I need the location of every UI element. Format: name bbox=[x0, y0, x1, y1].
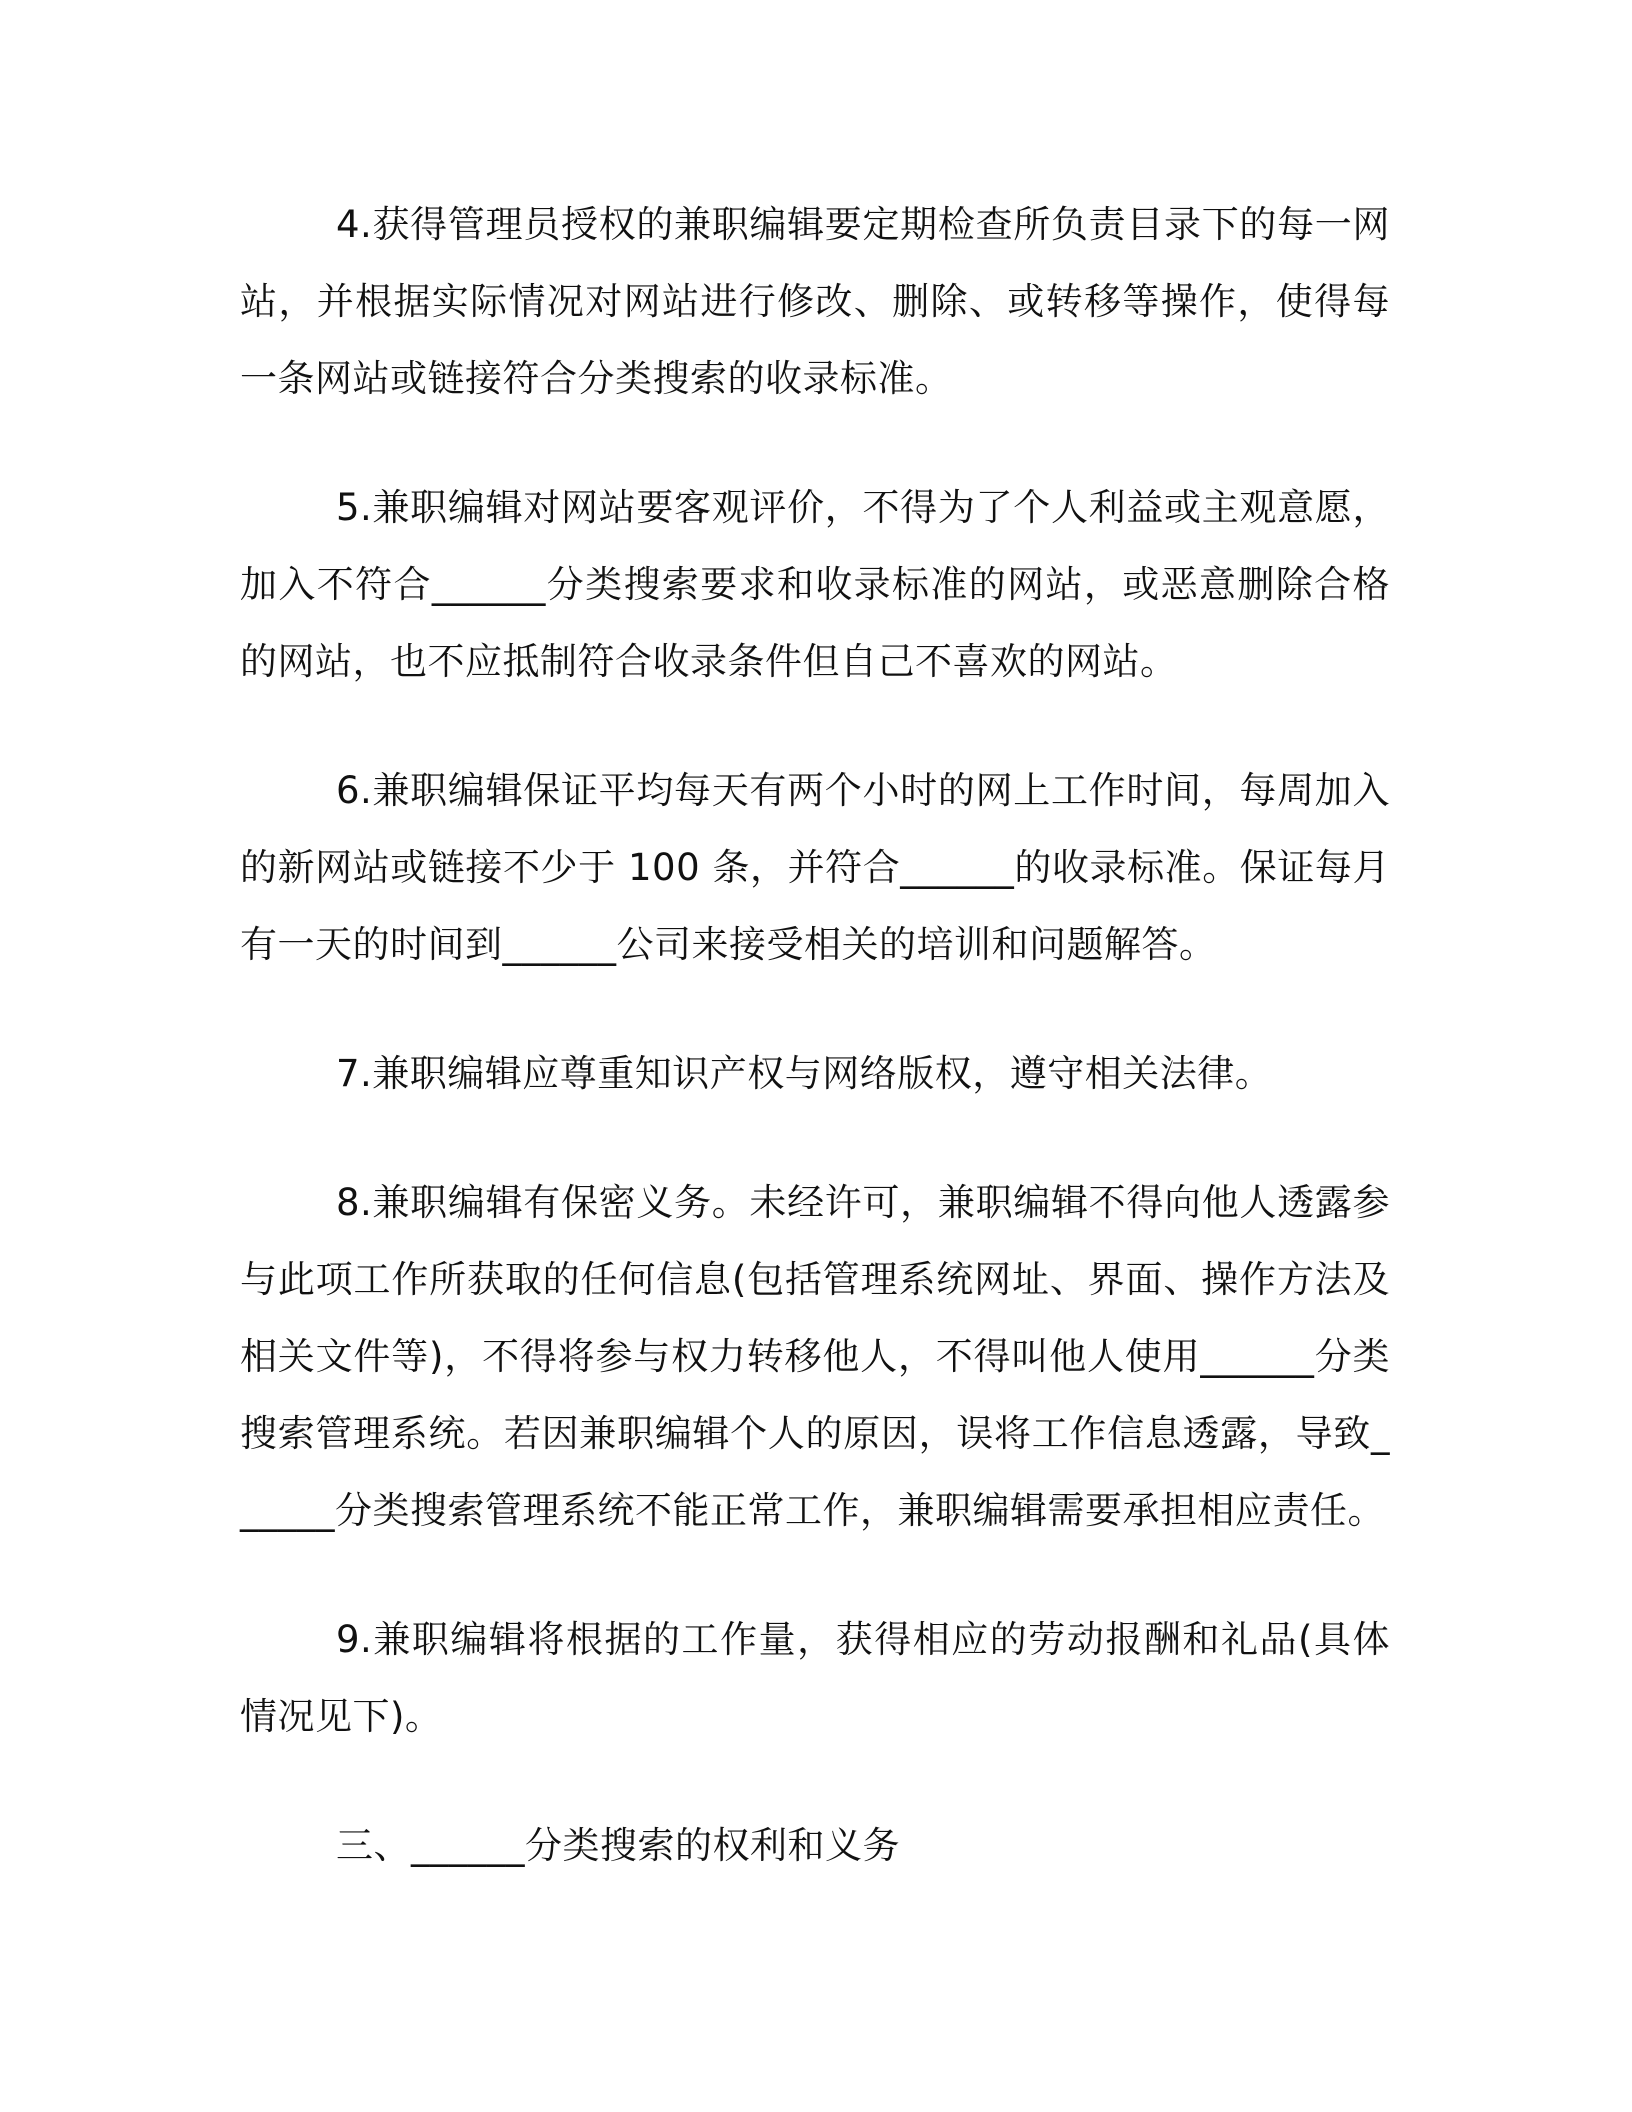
section-heading: 三、______分类搜索的权利和义务 bbox=[336, 1824, 900, 1867]
paragraph-item-7: 7.兼职编辑应尊重知识产权与网络版权，遵守相关法律。 bbox=[336, 1052, 1273, 1095]
paragraph-item-5: 5.兼职编辑对网站要客观评价，不得为了个人利益或主观意愿，加入不符合______分类搜索要求和收录标准的网站，或恶意删除合格的网站，也不应抵制符合收录条件但自己不喜欢的网站。 bbox=[240, 486, 1390, 683]
paragraph-item-6: 6.兼职编辑保证平均每天有两个小时的网上工作时间，每周加入的新网站或链接不少于 100 条，并符合______的收录标准。保证每月有一天的时间到______公司来接受相关的培训和问题解答。 bbox=[240, 769, 1390, 966]
paragraph-item-4: 4.获得管理员授权的兼职编辑要定期检查所负责目录下的每一网站，并根据实际情况对网站进行修改、删除、或转移等操作，使得每一条网站或链接符合分类搜索的收录标准。 bbox=[240, 203, 1390, 400]
paragraph-item-8: 8.兼职编辑有保密义务。未经许可，兼职编辑不得向他人透露参与此项工作所获取的任何信息(包括管理系统网址、界面、操作方法及相关文件等)，不得将参与权力转移他人，不得叫他人使用______分类搜索管理系统。若因兼职编辑个人的原因，误将工作信息透露，导致______分类搜索管理系统不能正常工作，兼职编辑需要承担相应责任。 bbox=[240, 1181, 1390, 1532]
document-body bbox=[240, 186, 1390, 1884]
paragraph-item-9: 9.兼职编辑将根据的工作量，获得相应的劳动报酬和礼品(具体情况见下)。 bbox=[240, 1618, 1390, 1738]
